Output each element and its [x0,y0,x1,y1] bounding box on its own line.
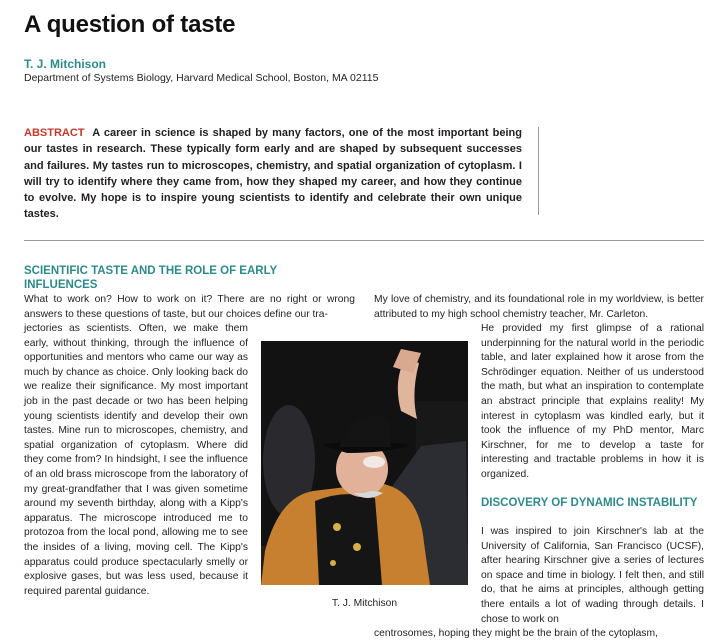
abstract [24,125,522,223]
body-paragraph-2: He provided my first glimpse of a rational underpinning for the natural world in the periodic table, and later explained how it arose from the Schrödinger equation. Neither of us understood the math, but what an inspiration to contemplate an abstract principle that explains reality! My interest in cytoplasm was kindled early, but it took the influence of my PhD mentor, Marc Kirschner, for me to develop a taste for interesting and tractable problems in how it is organized. [481,323,704,480]
article-title: A question of taste [24,11,236,38]
author-photo-image [261,341,468,585]
body-paragraph-1: jectories as scientists. Often, we make them early, without thinking, through the influence of opportunities and mentors who came our way as much by chance as choice. Only looking back do we realize their significance. My most important job in the past decade or two has been helping young scientists identify and develop their own tastes. Mine run to microscopes, chemistry, and spatial organization of cytoplasm. Where did they come from? In hindsight, I see the influence of an old brass microscope from the laboratory of my great-grandfather that I was given sometime around my seventh birthday, along with a Kipp's apparatus. The microscope introduced me to protozoa from the local pond, allowing me to see the insides of a living, moving cell. The Kipp's apparatus could produce spectacularly smelly or explosive gases, but was less used, because it required parental guidance. [24,323,248,597]
author-affiliation: Department of Systems Biology, Harvard Medical School, Boston, MA 02115 [24,72,379,84]
section-divider [24,240,704,241]
body-paragraph-1-top: What to work on? How to work on it? There are no right or wrong answers to these questions of taste, but our choices define our tra- [24,294,355,320]
author-photo [261,341,468,585]
body-paragraph-3-bottom: centrosomes, hoping they might be the brain of the cytoplasm, [374,628,658,639]
figure-caption: T. J. Mitchison [331,598,398,609]
section-heading-dynamic-instability: DISCOVERY OF DYNAMIC INSTABILITY [481,497,698,509]
abstract-divider [538,127,539,215]
abstract-label: ABSTRACT [24,127,85,139]
section-heading-scientific-taste: SCIENTIFIC TASTE AND THE ROLE OF EARLY INFLUENCES [24,265,278,291]
abstract-text: A career in science is shaped by many factors, one of the most important being our tastes in research. These typically form early and are shaped by subsequent successes and failures. My tastes run to microscopes, chemistry, and spatial organization of cytoplasm. I will try to identify where they came from, how they shaped my career, and how they continue to evolve. My hope is to inspire young scientists to identify and celebrate their own unique tastes. [24,127,522,221]
body-paragraph-3: I was inspired to join Kirschner's lab at the University of California, San Francisco (UCSF), after hearing Kirschner give a series of lectures on space and time in biology. I felt then, and still do, that he aims at principles, although getting there entails a lot of wading through details. I chose to work on [481,526,704,625]
body-paragraph-2-top: My love of chemistry, and its foundational role in my worldview, is better attributed to my high school chemistry teacher, Mr. Carleton. [374,294,704,320]
author-name: T. J. Mitchison [24,57,107,71]
